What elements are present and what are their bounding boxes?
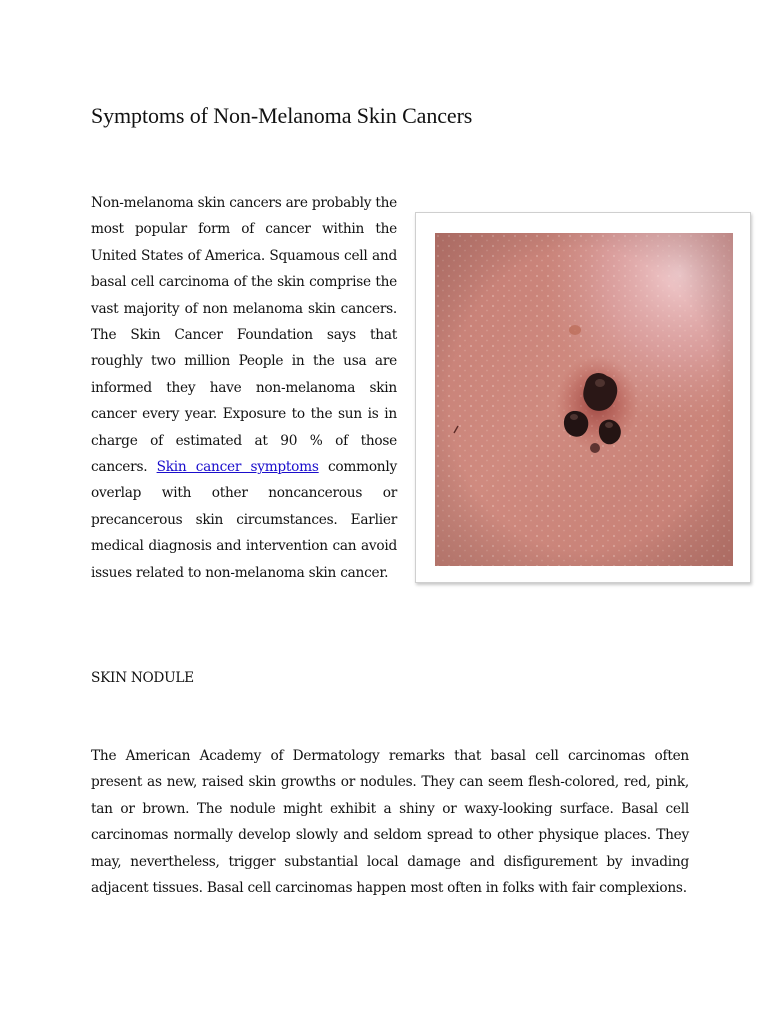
lesion-photo-frame [415,212,751,583]
skin-cancer-symptoms-link[interactable]: Skin cancer symptoms [156,459,319,476]
section-heading-skin-nodule: SKIN NODULE [91,670,194,686]
intro-text-end: commonly overlap with other noncancerous or precancerous skin circumstances. Earlier medical diagnosis and intervention can avoid issues related to non-melanoma skin cancer. [91,459,397,581]
skin-lesion-photo [435,233,733,566]
page-title: Symptoms of Non-Melanoma Skin Cancers [91,103,473,128]
intro-text-start: Non-melanoma skin cancers are probably the most popular form of cancer within the United States of America. Squamous cell and basal cell carcinoma of the skin comprise the vast majority of non melanoma skin cancers. The Skin Cancer Foundation says that roughly two million People in the usa are informed they have non-melanoma skin cancer every year. Exposure to the sun is in charge of estimated at 90 % of those cancers. [91,195,397,476]
intro-paragraph [91,190,397,586]
skin-nodule-paragraph: The American Academy of Dermatology remarks that basal cell carcinomas often present as new, raised skin growths or nodules. They can seem flesh-colored, red, pink, tan or brown. The nodule might exhibit a shiny or waxy-looking surface. Basal cell carcinomas normally develop slowly and seldom spread to other physique places. They may, nevertheless, trigger substantial local damage and disfigurement by invading adjacent tissues. Basal cell carcinomas happen most often in folks with fair complexions. [91,748,689,897]
